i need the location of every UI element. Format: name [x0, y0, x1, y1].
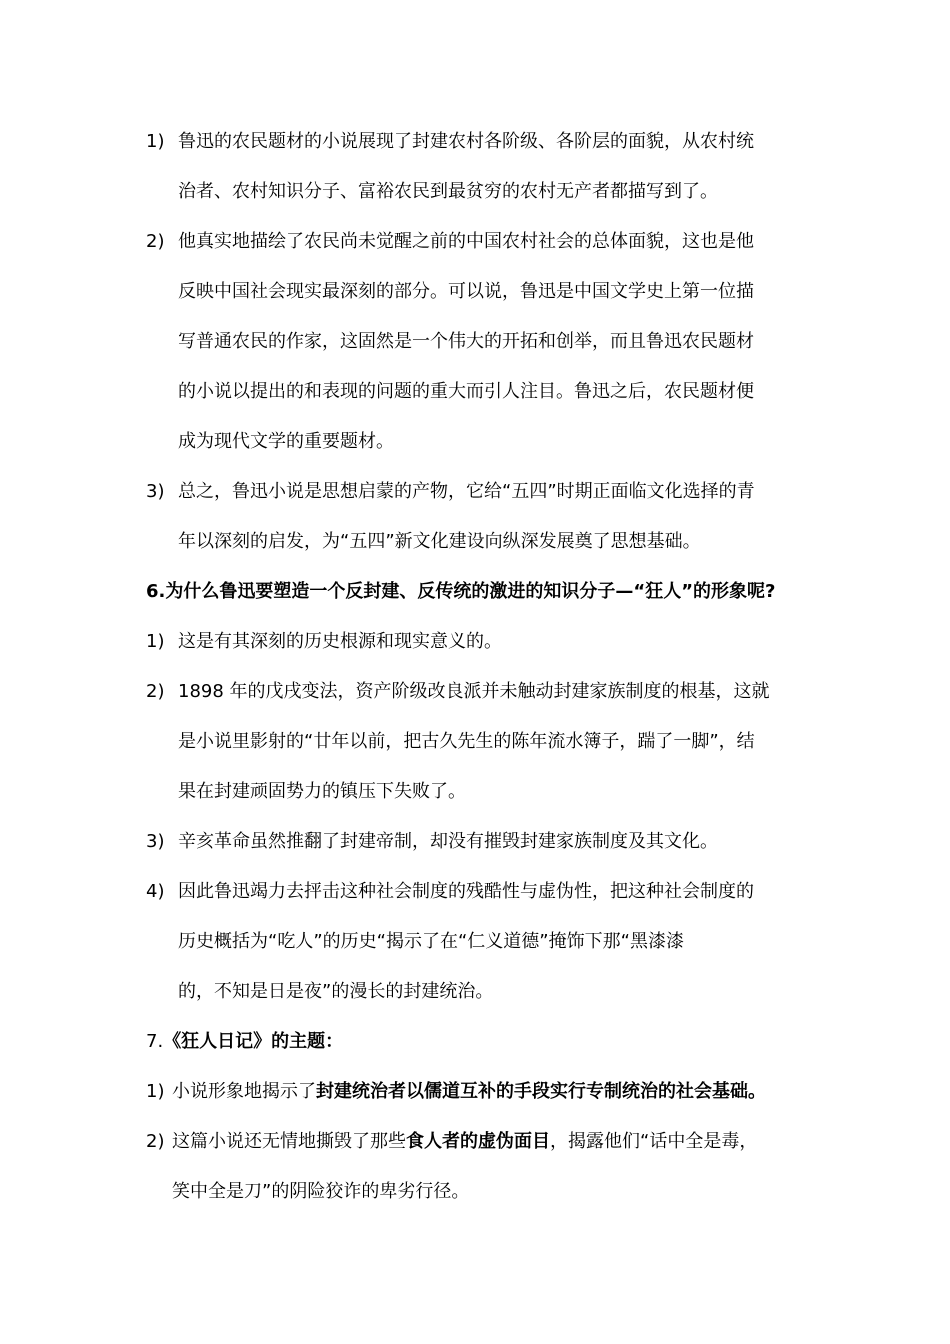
list-item-line: 治者、农村知识分子、富裕农民到最贫穷的农村无产者都描写到了。: [178, 181, 718, 202]
list-number: 3): [146, 481, 165, 502]
list-item-line: 成为现代文学的重要题材。: [178, 431, 394, 452]
list-item-line: 果在封建顽固势力的镇压下失败了。: [178, 781, 466, 802]
list-item-line: 年以深刻的启发，为“五四”新文化建设向纵深发展奠了思想基础。: [178, 531, 701, 552]
list-number: 2): [146, 231, 165, 252]
list-number: 1): [146, 131, 165, 152]
list-number: 1): [146, 1081, 165, 1102]
section-7-title: 《狂人日记》的主题：: [163, 1031, 344, 1052]
list-item-line: 是小说里影射的“廿年以前，把古久先生的陈年流水簿子，踹了一脚”，结: [178, 731, 755, 752]
list-item-line: 他真实地描绘了农民尚未觉醒之前的中国农村社会的总体面貌，这也是他: [178, 231, 754, 252]
section-6-heading: 6.为什么鲁迅要塑造一个反封建、反传统的激进的知识分子—“狂人”的形象呢?: [146, 581, 776, 602]
list-item-line: 鲁迅的农民题材的小说展现了封建农村各阶级、各阶层的面貌，从农村统: [178, 131, 754, 152]
list-item-line: 辛亥革命虽然推翻了封建帝制，却没有摧毁封建家族制度及其文化。: [178, 831, 718, 852]
list-number: 1): [146, 631, 165, 652]
list-item-line: 的小说以提出的和表现的问题的重大而引人注目。鲁迅之后，农民题材便: [178, 381, 754, 402]
plain-text: ，揭露他们“话中全是毒，: [550, 1131, 758, 1152]
list-item-line: 笑中全是刀”的阴险狡诈的卑劣行径。: [172, 1181, 470, 1202]
plain-text: 这篇小说还无情地撕毁了那些: [172, 1131, 406, 1152]
list-item-line: [172, 1080, 766, 1104]
list-item-line: 因此鲁迅竭力去抨击这种社会制度的残酷性与虚伪性，把这种社会制度的: [178, 881, 754, 902]
emphasis-text: 食人者的虚伪面目: [406, 1131, 550, 1152]
plain-text: 小说形象地揭示了: [172, 1081, 316, 1102]
list-item-line: [172, 1130, 757, 1154]
list-item-line: 反映中国社会现实最深刻的部分。可以说，鲁迅是中国文学史上第一位描: [178, 281, 754, 302]
section-7-number: 7.: [146, 1031, 164, 1052]
list-item-line: 这是有其深刻的历史根源和现实意义的。: [178, 631, 502, 652]
section-7-heading: [146, 1030, 343, 1054]
list-number: 4): [146, 881, 165, 902]
list-item-line: 的，不知是日是夜”的漫长的封建统治。: [178, 981, 494, 1002]
list-item-line: 总之，鲁迅小说是思想启蒙的产物，它给“五四”时期正面临文化选择的青: [178, 481, 755, 502]
list-number: 2): [146, 1131, 165, 1152]
list-number: 3): [146, 831, 165, 852]
list-item-line: 1898 年的戊戌变法，资产阶级改良派并未触动封建家族制度的根基，这就: [178, 681, 770, 702]
list-item-line: 写普通农民的作家，这固然是一个伟大的开拓和创举，而且鲁迅农民题材: [178, 331, 754, 352]
list-item-line: 历史概括为“吃人”的历史“揭示了在“仁义道德”掩饰下那“黑漆漆: [178, 931, 684, 952]
list-number: 2): [146, 681, 165, 702]
emphasis-text: 封建统治者以儒道互补的手段实行专制统治的社会基础。: [316, 1081, 766, 1102]
